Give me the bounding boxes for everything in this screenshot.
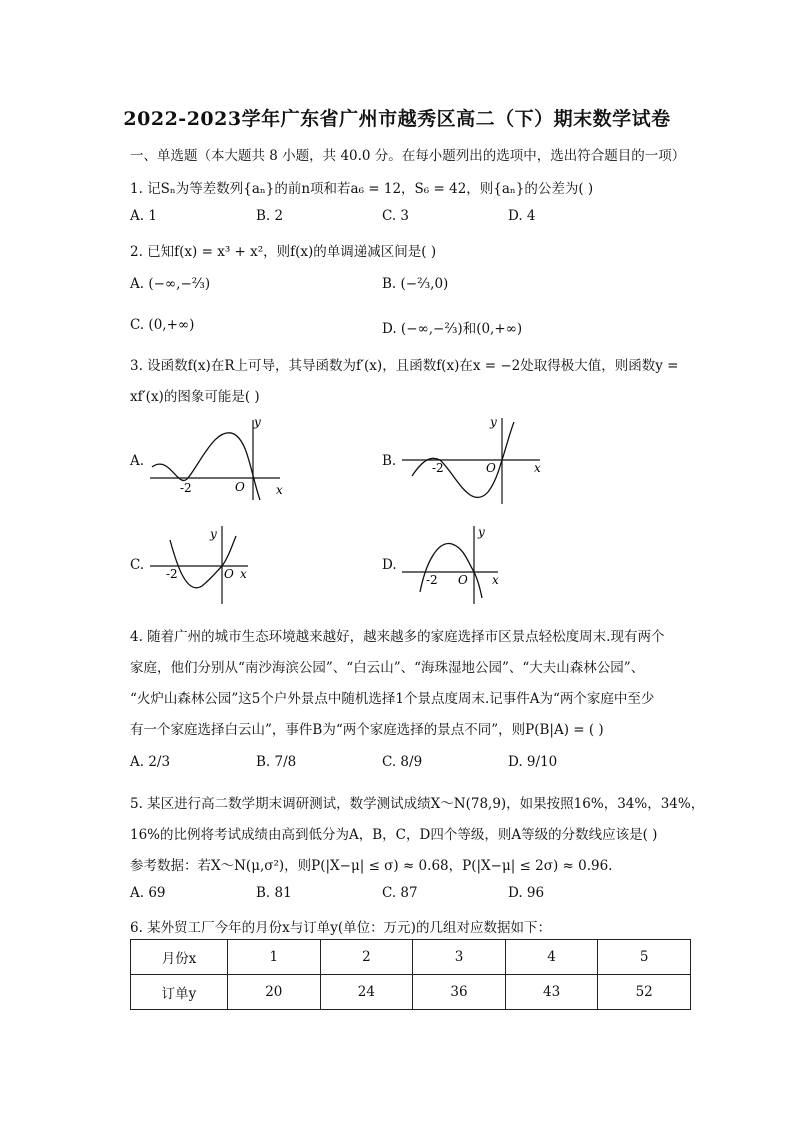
table-row <box>131 940 691 975</box>
graph-d-y-label: y <box>478 525 485 539</box>
table-cell: 52 <box>598 975 691 1010</box>
table-row-header: 月份x <box>131 940 228 975</box>
question-4-option-c: C. 8/9 <box>382 754 423 770</box>
graph-a <box>150 412 300 502</box>
question-5-stem-line-1: 5. 某区进行高二数学期末调研测试，数学测试成绩X～N(78,9)，如果按照16%，34%，34%， <box>130 796 705 812</box>
table-cell: 5 <box>598 940 691 975</box>
graph-b-y-label: y <box>490 415 497 429</box>
table-cell: 3 <box>413 940 506 975</box>
graph-a-minus-two-label: -2 <box>180 481 192 495</box>
graph-a-origin-label: O <box>235 480 245 494</box>
question-2-option-c: C. (0,+∞) <box>130 317 195 333</box>
question-6-stem: 6. 某外贸工厂今年的月份x与订单y(单位：万元)的几组对应数据如下： <box>130 920 551 936</box>
question-2-option-a: A. (−∞,−⅔) <box>130 276 211 292</box>
table-row-header: 订单y <box>131 975 228 1010</box>
question-3-stem-line-2: xf′(x)的图象可能是( ) <box>130 389 260 405</box>
graph-d-x-label: x <box>492 573 499 587</box>
question-3-option-d: D. <box>382 557 397 573</box>
question-3-option-b: B. <box>382 453 397 469</box>
graph-c-origin-label: O <box>224 567 234 581</box>
graph-a-x-label: x <box>276 483 283 497</box>
graph-d-minus-two-label: -2 <box>426 573 438 587</box>
graph-c-x-label: x <box>240 567 247 581</box>
question-1-option-c: C. 3 <box>382 208 410 224</box>
question-4-stem-line-4: 有一个家庭选择白云山”，事件B为“两个家庭选择的景点不同”，则P(B|A) = ( ) <box>130 722 604 738</box>
graph-c-minus-two-label: -2 <box>166 567 178 581</box>
question-4-option-a: A. 2/3 <box>130 754 171 770</box>
page-title: 2022-2023学年广东省广州市越秀区高二（下）期末数学试卷 <box>123 108 671 130</box>
graph-a-y-label: y <box>254 415 261 429</box>
question-2-stem: 2. 已知f(x) = x³ + x²，则f(x)的单调递减区间是( ) <box>130 244 437 260</box>
table-cell: 20 <box>228 975 321 1010</box>
question-1-stem: 1. 记Sₙ为等差数列{aₙ}的前n项和若a₆ = 12，S₆ = 42，则{aₙ}的公差为( ) <box>130 181 594 197</box>
question-4-option-d: D. 9/10 <box>508 754 558 770</box>
question-5-option-b: B. 81 <box>256 885 292 901</box>
section-heading: 一、单选题（本大题共 8 小题，共 40.0 分。在每小题列出的选项中，选出符合题目的一项） <box>130 148 686 164</box>
question-5-option-c: C. 87 <box>382 885 418 901</box>
question-5-reference-data: 参考数据：若X～N(μ,σ²)，则P(|X−μ| ≤ σ) ≈ 0.68，P(|X−μ| ≤ 2σ) ≈ 0.96. <box>130 858 613 874</box>
table-cell: 24 <box>320 975 413 1010</box>
graph-c-y-label: y <box>210 527 217 541</box>
question-3-option-a: A. <box>130 453 145 469</box>
question-1-option-b: B. 2 <box>256 208 284 224</box>
question-4-option-b: B. 7/8 <box>256 754 297 770</box>
table-cell: 2 <box>320 940 413 975</box>
table-cell: 1 <box>228 940 321 975</box>
month-order-table <box>130 939 691 1010</box>
table-cell: 36 <box>413 975 506 1010</box>
graph-b <box>402 412 552 507</box>
table-cell: 4 <box>505 940 598 975</box>
question-2-option-b: B. (−⅔,0) <box>382 276 449 292</box>
question-4-stem-line-2: 家庭，他们分别从“南沙海滨公园”、“白云山”、“海珠湿地公园”、“大夫山森林公园”、 <box>130 660 645 676</box>
question-5-option-d: D. 96 <box>508 885 545 901</box>
graph-b-origin-label: O <box>486 461 496 475</box>
question-4-stem-line-3: “火炉山森林公园”这5个户外景点中随机选择1个景点度周末.记事件A为“两个家庭中至少 <box>130 691 655 707</box>
question-3-stem-line-1: 3. 设函数f(x)在R上可导，其导函数为f′(x)，且函数f(x)在x = −2处取得极大值，则函数y = <box>130 358 679 374</box>
graph-b-x-label: x <box>534 461 541 475</box>
table-row <box>131 975 691 1010</box>
question-2-option-d: D. (−∞,−⅔)和(0,+∞) <box>382 321 523 337</box>
question-1-option-a: A. 1 <box>130 208 157 224</box>
graph-d <box>402 522 512 607</box>
graph-c <box>150 522 260 607</box>
question-1-option-d: D. 4 <box>508 208 536 224</box>
question-4-stem-line-1: 4. 随着广州的城市生态环境越来越好，越来越多的家庭选择市区景点轻松度周末.现有两个 <box>130 629 665 645</box>
graph-d-origin-label: O <box>458 573 468 587</box>
question-5-option-a: A. 69 <box>130 885 166 901</box>
table-cell: 43 <box>505 975 598 1010</box>
question-3-option-c: C. <box>130 557 145 573</box>
question-5-stem-line-2: 16%的比例将考试成绩由高到低分为A，B，C，D四个等级，则A等级的分数线应该是( ) <box>130 827 658 843</box>
graph-b-minus-two-label: -2 <box>432 461 444 475</box>
